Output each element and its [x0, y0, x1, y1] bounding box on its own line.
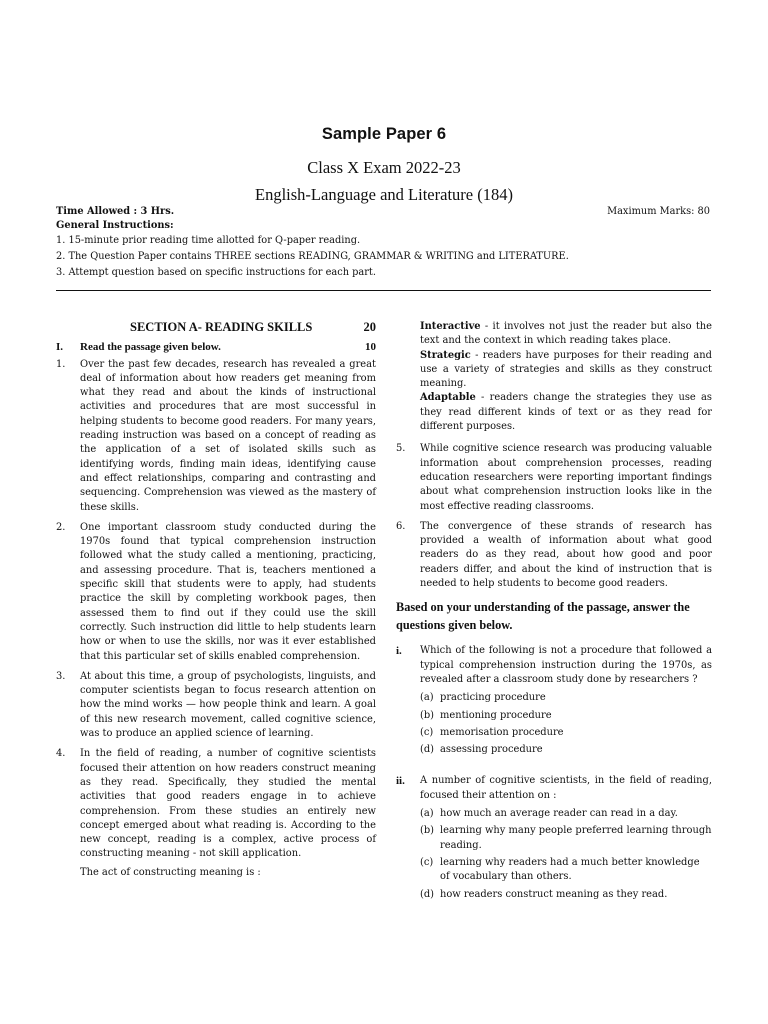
question-label: I. [56, 341, 64, 354]
passage-paragraph [56, 670, 376, 741]
spacer [396, 760, 712, 774]
option-label: (a) [420, 808, 434, 820]
definition-term: Interactive [420, 321, 481, 332]
option-label: (d) [420, 888, 435, 900]
option-item [396, 743, 712, 757]
question-marks: 10 [365, 341, 376, 354]
option-item [396, 856, 712, 885]
definition-text: - readers change the strategies they use as they read different kinds of text or as they read for different purposes. [420, 392, 712, 433]
option-text: how much an average reader can read in a day. [440, 808, 678, 820]
section-marks: 20 [363, 320, 376, 334]
general-instructions-heading: General Instructions: [56, 220, 174, 231]
paragraph-number: 4. [56, 748, 66, 760]
paragraph-text: While cognitive science research was producing valuable information about comprehension processes, reading education researchers were reporting important findings about what comprehension instruction looks like in the most effective reading classrooms. [420, 443, 712, 512]
paragraph-number: 6. [396, 520, 406, 532]
option-item [396, 709, 712, 723]
time-allowed: Time Allowed : 3 Hrs. [56, 206, 175, 217]
option-label: (c) [420, 726, 434, 738]
max-marks: Maximum Marks: 80 [607, 206, 710, 217]
paragraph-number: 1. [56, 358, 66, 370]
mcq-question [396, 774, 712, 803]
mcq-question [396, 644, 712, 687]
question-number: ii. [396, 775, 405, 788]
option-text: learning why many people preferred learning through reading. [440, 825, 712, 851]
option-item [396, 888, 712, 902]
passage-paragraph [56, 358, 376, 515]
left-column [56, 320, 376, 884]
passage-paragraph [396, 520, 712, 591]
question-stem: A number of cognitive scientists, in the field of reading, focused their attention on : [420, 775, 712, 801]
paragraph-text: At about this time, a group of psychologists, linguists, and computer scientists began to focus research attention on how the mind works — how people think and learn. A goal of this new research movement, called cognitive science, was to produce an applied science of learning. [80, 670, 376, 740]
instruction-3: 3. Attempt question based on specific instructions for each part. [56, 267, 376, 278]
option-text: mentioning procedure [440, 709, 552, 721]
question-heading [56, 340, 376, 354]
option-item [396, 691, 712, 705]
option-label: (c) [420, 856, 434, 868]
option-item [396, 824, 712, 853]
paragraph-number: 2. [56, 521, 66, 533]
question-stem: Which of the following is not a procedure that followed a typical comprehension instruction during the 1970s, as revealed after a classroom study done by researchers ? [420, 645, 712, 685]
option-text: assessing procedure [440, 744, 543, 756]
paragraph-number: 3. [56, 670, 66, 682]
option-label: (b) [420, 709, 435, 721]
passage-paragraph [56, 747, 376, 861]
question-text: Read the passage given below. [80, 341, 221, 354]
paper-title: Sample Paper 6 [321, 125, 447, 143]
definition-text: - readers have purposes for their reading and use a variety of strategies and skills as they construct meaning. [420, 349, 712, 390]
exam-title: Class X Exam 2022-23 [307, 158, 461, 177]
instruction-1: 1. 15-minute prior reading time allotted for Q-paper reading. [56, 235, 361, 246]
definition-interactive [396, 320, 712, 349]
right-column [396, 320, 712, 905]
option-text: practicing procedure [440, 692, 546, 704]
option-label: (a) [420, 692, 434, 704]
paragraph-number: 5. [396, 443, 406, 455]
subject-title: English-Language and Literature (184) [255, 185, 513, 204]
paragraph-text: Over the past few decades, research has revealed a great deal of information about how readers get meaning from what they read and about the kinds of instructional activities and procedures that are most successful in helping students to become good readers. For many years, reading instruction was based on a concept of reading as the application of a set of isolated skills such as identifying words, finding main ideas, identifying cause and effect relationships, comparing and contrasting and sequencing. Comprehension was viewed as the mastery of these skills. [80, 358, 376, 513]
definition-term: Strategic [420, 349, 471, 361]
paragraph-text: In the field of reading, a number of cognitive scientists focused their attention on how readers construct meaning as they read. Specifically, they studied the mental activities that good readers engage in to achieve comprehension. From these studies an entirely new concept emerged about what reading is. According to the new concept, reading is a complex, active process of constructing meaning - not skill application. [80, 748, 376, 860]
header-divider [56, 290, 711, 291]
option-text: memorisation procedure [440, 726, 564, 738]
passage-paragraph [56, 521, 376, 664]
definition-term: Adaptable [420, 392, 476, 404]
option-text: learning why readers had a much better knowledge of vocabulary than others. [440, 856, 700, 883]
option-label: (d) [420, 744, 435, 756]
definition-text: - it involves not just the reader but also the text and the context in which reading takes place. [420, 321, 712, 347]
passage-continuation: The act of constructing meaning is : [80, 866, 261, 878]
option-item [396, 807, 712, 821]
option-text: how readers construct meaning as they read. [440, 888, 668, 900]
question-number: i. [396, 645, 402, 658]
passage-paragraph [396, 442, 712, 513]
definition-adaptable [396, 391, 712, 434]
section-title: SECTION A- READING SKILLS [130, 320, 313, 334]
instruction-2: 2. The Question Paper contains THREE sections READING, GRAMMAR & WRITING and LITERATURE. [56, 251, 569, 262]
questions-instruction: Based on your understanding of the passage, answer the questions given below. [396, 600, 690, 632]
option-item [396, 726, 712, 740]
definition-strategic [396, 349, 712, 392]
paragraph-text: One important classroom study conducted during the 1970s found that typical comprehension instruction followed what the study called a mentioning, practicing, and assessing procedure. That is, teachers mentioned a specific skill that students were to apply, had students practice the skill by completing workbook pages, then assessed them to find out if they could use the skill correctly. Such instruction did little to help students learn how or when to use the skills, nor was it ever established that this particular set of skills enabled comprehension. [80, 521, 376, 662]
option-label: (b) [420, 825, 435, 837]
paragraph-text: The convergence of these strands of research has provided a wealth of information about what good readers do as they read, about how good and poor readers differ, and about the kind of instruction that is needed to help students to become good readers. [420, 520, 712, 590]
section-heading [56, 320, 376, 334]
